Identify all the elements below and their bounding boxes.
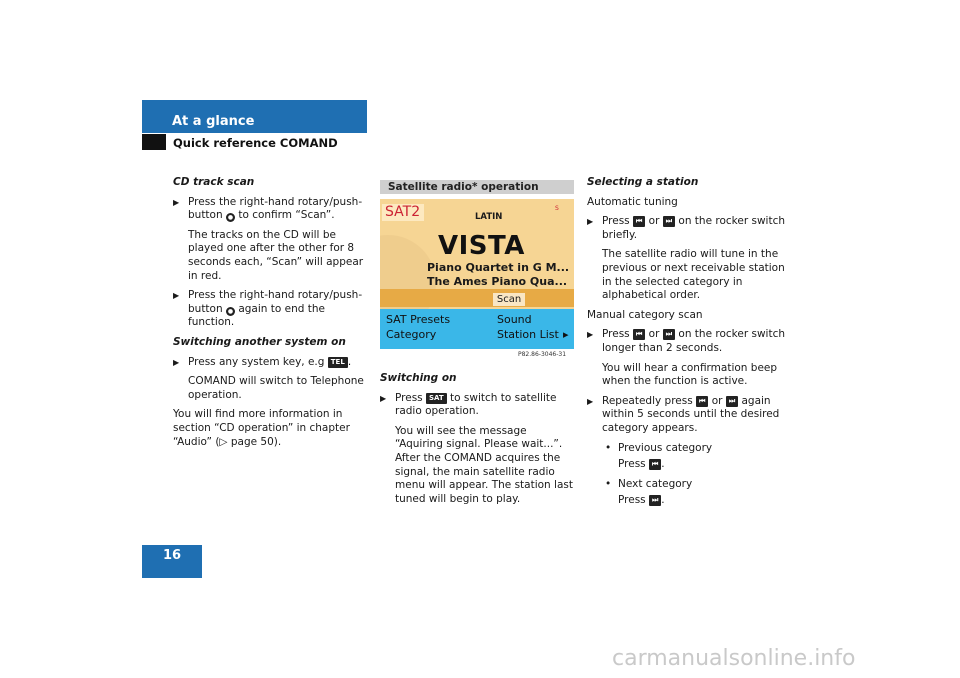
column-middle bbox=[380, 372, 576, 512]
subheading-auto: Automatic tuning bbox=[587, 195, 678, 208]
heading-cd-track-scan: CD track scan bbox=[173, 176, 255, 188]
list-item: • Previous category bbox=[587, 442, 787, 456]
prev-key-icon: ⏮ bbox=[649, 459, 661, 470]
prev-key-icon: ⏮ bbox=[696, 396, 708, 407]
next-key-icon: ⏭ bbox=[663, 216, 675, 227]
signal-icon: S bbox=[555, 205, 559, 212]
station-name: VISTA bbox=[438, 231, 525, 261]
track-line-1: Piano Quartet in G M... bbox=[427, 261, 570, 274]
heading-switching-on: Switching on bbox=[380, 372, 457, 384]
note: You will see the message “Aquiring signal. Please wait...”. After the COMAND acquires the signal, the main satellite radio menu will appear. The station last tuned will begin to play. bbox=[395, 424, 573, 505]
subheading-manual: Manual category scan bbox=[587, 308, 703, 321]
satellite-heading-bar: Satellite radio* operation bbox=[380, 180, 574, 194]
prev-key-icon: ⏮ bbox=[633, 216, 645, 227]
watermark[interactable]: carmanualsonline.info bbox=[612, 646, 856, 671]
scan-button: Scan bbox=[493, 293, 525, 306]
step: ▶ Press ⏮ or ⏭ on the rocker switch briefly. bbox=[587, 215, 787, 242]
band-label: SAT2 bbox=[382, 204, 424, 221]
next-key-icon: ⏭ bbox=[726, 396, 738, 407]
next-key-icon: ⏭ bbox=[649, 495, 661, 506]
section-title: At a glance bbox=[172, 114, 255, 129]
subtitle-marker bbox=[142, 134, 166, 150]
heading-switching-system: Switching another system on bbox=[173, 335, 346, 348]
note: The satellite radio will tune in the previous or next receivable station in the selected category in alphabetical order. bbox=[602, 248, 785, 302]
step: ▶ Repeatedly press ⏮ or ⏭ again within 5 seconds until the desired category appears. bbox=[587, 395, 787, 436]
push-button-icon: ● bbox=[227, 214, 234, 222]
list-item-action: Press ⏭ . bbox=[618, 494, 665, 507]
column-left bbox=[173, 176, 368, 455]
note: The tracks on the CD will be played one after the other for 8 seconds each, “Scan” will appear in red. bbox=[188, 228, 364, 282]
category-label: LATIN bbox=[475, 212, 503, 222]
tel-key-icon: TEL bbox=[328, 357, 348, 368]
section-subtitle: Quick reference COMAND bbox=[173, 136, 338, 150]
menu-station-list: Station List bbox=[497, 328, 559, 341]
note: COMAND will switch to Telephone operation. bbox=[188, 375, 364, 401]
next-key-icon: ⏭ bbox=[663, 329, 675, 340]
step: ▶ Press the right-hand rotary/push-button ● to confirm “Scan”. bbox=[173, 196, 368, 223]
menu-bar bbox=[380, 309, 574, 349]
track-line-2: The Ames Piano Qua... bbox=[427, 275, 568, 288]
list-item-action: Press ⏮ . bbox=[618, 458, 665, 471]
sat-key-icon: SAT bbox=[426, 393, 447, 404]
image-caption: P82.86-3046-31 bbox=[518, 351, 567, 358]
note: You will hear a confirmation beep when the function is active. bbox=[602, 361, 778, 388]
menu-sound: Sound bbox=[497, 313, 532, 326]
page-number: 16 bbox=[162, 548, 182, 563]
menu-sat-presets: SAT Presets bbox=[386, 313, 451, 326]
heading-selecting-station: Selecting a station bbox=[587, 176, 699, 188]
column-right bbox=[587, 176, 787, 514]
step: ▶ Press the right-hand rotary/push-button ● again to end the function. bbox=[173, 289, 368, 330]
scan-row bbox=[380, 289, 574, 307]
list-item: • Next category bbox=[587, 478, 787, 492]
menu-arrow-icon: ▸ bbox=[563, 328, 569, 341]
step: ▶ Press SAT to switch to satellite radio operation. bbox=[380, 392, 576, 419]
push-button-icon: ● bbox=[227, 307, 234, 315]
prev-key-icon: ⏮ bbox=[633, 329, 645, 340]
reference-text: You will find more information in section “CD operation” in chapter “Audio” (▷ page 50). bbox=[173, 408, 350, 448]
menu-category: Category bbox=[386, 328, 437, 341]
step: ▶ Press any system key, e.g TEL . bbox=[173, 356, 368, 370]
step: ▶ Press ⏮ or ⏭ on the rocker switch longer than 2 seconds. bbox=[587, 328, 787, 355]
satellite-screen bbox=[380, 199, 574, 349]
